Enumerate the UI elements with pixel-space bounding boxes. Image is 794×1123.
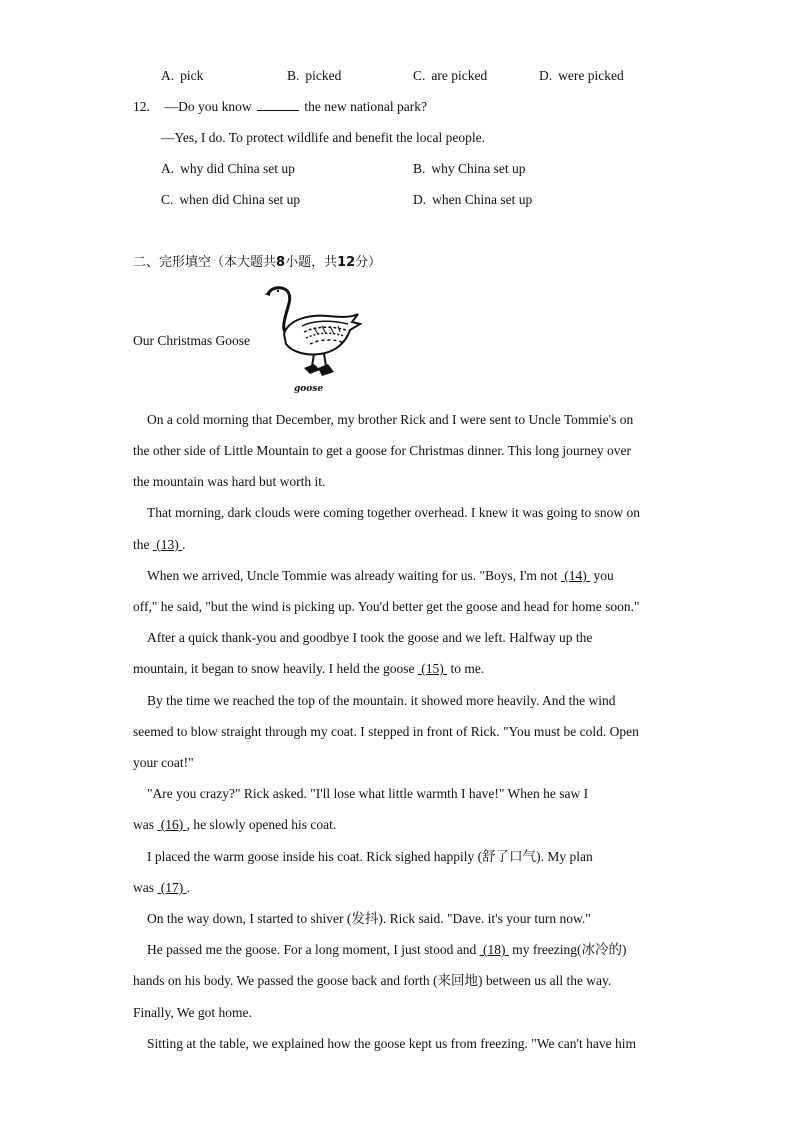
q12-option-a[interactable] [161, 160, 295, 178]
option-text: picked [305, 68, 342, 83]
option-letter: D. [539, 68, 553, 83]
passage-line-12: your coat!" [133, 755, 194, 770]
section-title [133, 254, 381, 272]
option-text: when did China set up [179, 192, 301, 207]
goose-illustration [262, 284, 366, 396]
question-number: 12. [133, 99, 150, 114]
text: was [133, 880, 154, 895]
text: . [182, 537, 186, 552]
question-count: 8 [276, 255, 286, 270]
text: mountain, it began to snow heavily. I held the goose [133, 661, 415, 676]
blank-17[interactable] [157, 880, 186, 895]
text: . [186, 880, 190, 895]
passage-line-11: seemed to blow straight through my coat. I stepped in front of Rick. "You must be cold. Open [133, 724, 639, 739]
text: , he slowly opened his coat. [186, 817, 337, 832]
passage-line-17: On the way down, I started to shiver (发抖). Rick said. "Dave. it's your turn now." [147, 911, 591, 926]
q12-option-c[interactable] [161, 191, 300, 209]
option-letter: A. [161, 68, 175, 83]
passage-line-10: By the time we reached the top of the mountain. it showed more heavily. And the wind [147, 693, 616, 708]
option-letter: B. [413, 161, 426, 176]
option-letter: A. [161, 161, 175, 176]
blank-14[interactable] [561, 568, 590, 583]
question-text-post: the new national park? [304, 99, 427, 114]
blank-number: (16) [160, 817, 184, 832]
passage-line-4: That morning, dark clouds were coming together overhead. I knew it was going to snow on [147, 505, 641, 520]
option-text: when China set up [432, 192, 533, 207]
text: my freezing(冰冷的) [512, 942, 627, 957]
blank-number: (17) [160, 880, 184, 895]
goose-icon [262, 284, 366, 388]
text: the [133, 537, 150, 552]
blank-13[interactable] [153, 537, 182, 552]
passage-line-1: On a cold morning that December, my brother Rick and I were sent to Uncle Tommie's on [147, 412, 634, 427]
blank-number: (15) [421, 661, 444, 676]
passage-line-18 [147, 941, 627, 959]
passage-title: Our Christmas Goose [133, 333, 250, 348]
option-letter: C. [161, 192, 174, 207]
passage-line-20: Finally, We got home. [133, 1005, 252, 1020]
option-text: are picked [431, 68, 488, 83]
text: He passed me the goose. For a long moment, I just stood and [147, 942, 477, 957]
passage-line-21: Sitting at the table, we explained how the goose kept us from freezing. "We can't have him [147, 1036, 636, 1051]
q11-option-b[interactable] [287, 67, 341, 85]
passage-line-8: After a quick thank-you and goodbye I took the goose and we left. Halfway up the [147, 630, 593, 645]
passage-line-6 [147, 567, 614, 585]
q11-option-d[interactable] [539, 67, 624, 85]
answer-blank [257, 98, 299, 111]
option-text: were picked [558, 68, 624, 83]
passage-line-15: I placed the warm goose inside his coat. Rick sighed happily (舒了口气). My plan [147, 849, 593, 864]
passage-line-19: hands on his body. We passed the goose back and forth (来回地) between us all the way. [133, 973, 612, 988]
question-text-pre: —Do you know [164, 99, 252, 114]
option-text: why China set up [431, 161, 526, 176]
blank-18[interactable] [480, 942, 509, 957]
passage-line-2: the other side of Little Mountain to get a goose for Christmas dinner. This long journey over [133, 443, 632, 458]
text: to me. [450, 661, 485, 676]
passage-line-9 [133, 660, 484, 678]
passage-line-5 [133, 536, 186, 554]
section-title-pre: 二、完形填空（本大题共 [133, 255, 277, 270]
text: was [133, 817, 154, 832]
blank-number: (14) [564, 568, 587, 583]
blank-15[interactable] [418, 661, 447, 676]
section-title-mid: 小题，共 [285, 255, 338, 270]
section-score: 12 [337, 255, 356, 270]
option-text: pick [180, 68, 204, 83]
option-letter: D. [413, 192, 427, 207]
q12-option-d[interactable] [413, 191, 532, 209]
option-letter: C. [413, 68, 426, 83]
passage-line-16 [133, 879, 190, 897]
q11-option-c[interactable] [413, 67, 487, 85]
blank-number: (13) [156, 537, 179, 552]
section-title-post: 分） [355, 255, 382, 270]
option-letter: B. [287, 68, 300, 83]
passage-line-3: the mountain was hard but worth it. [133, 474, 326, 489]
goose-caption: goose [294, 384, 324, 394]
option-text: why did China set up [180, 161, 295, 176]
blank-16[interactable] [157, 817, 186, 832]
passage-line-7: off," he said, "but the wind is picking up. You'd better get the goose and head for home soon." [133, 599, 640, 614]
q12-question [133, 98, 427, 116]
q11-option-a[interactable] [161, 67, 203, 85]
text: When we arrived, Uncle Tommie was already waiting for us. "Boys, I'm not [147, 568, 558, 583]
q12-option-b[interactable] [413, 160, 526, 178]
blank-number: (18) [482, 942, 506, 957]
passage-line-13: "Are you crazy?" Rick asked. "I'll lose what little warmth I have!" When he saw I [147, 786, 589, 801]
q12-answer: —Yes, I do. To protect wildlife and benefit the local people. [161, 130, 485, 145]
text: you [593, 568, 614, 583]
passage-line-14 [133, 816, 336, 834]
